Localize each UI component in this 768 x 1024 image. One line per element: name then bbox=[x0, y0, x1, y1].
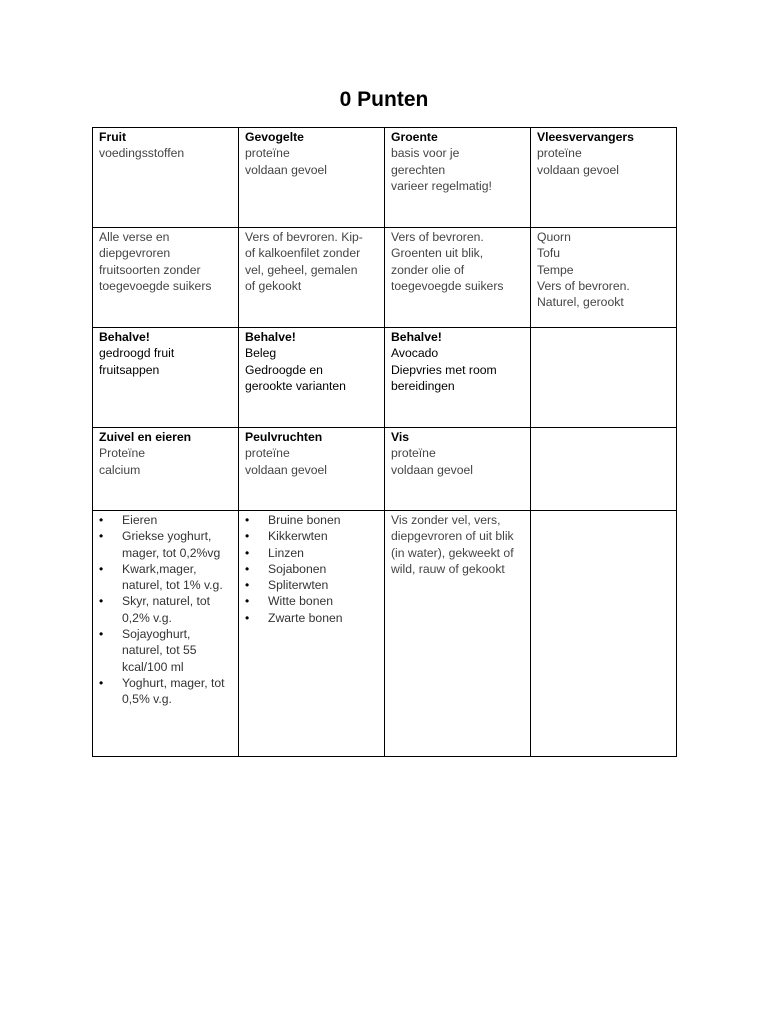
cell-heading: Vleesvervangers bbox=[537, 130, 634, 144]
cell-peulvruchten-list bbox=[239, 511, 385, 757]
table-row bbox=[93, 328, 677, 428]
cell-line: fruitsoorten zonder bbox=[99, 262, 201, 277]
cell-line: Vers of bevroren. bbox=[391, 230, 484, 244]
cell-line: Diepvries met room bbox=[391, 362, 497, 377]
cell-fruit-exceptions bbox=[93, 328, 239, 428]
cell-line: Alle verse en bbox=[99, 230, 170, 244]
cell-line: varieer regelmatig! bbox=[391, 178, 492, 193]
cell-heading: Groente bbox=[391, 130, 438, 144]
table-row bbox=[93, 128, 677, 228]
list-item: • Bruine bonen bbox=[268, 512, 378, 528]
cell-zuivel-header bbox=[93, 428, 239, 511]
cell-line: Tempe bbox=[537, 262, 574, 277]
list-item: • Spliterwten bbox=[268, 577, 378, 593]
zuivel-bullet-list bbox=[99, 512, 232, 708]
cell-line: gedroogd fruit bbox=[99, 346, 175, 361]
cell-heading: Behalve! bbox=[99, 330, 150, 344]
cell-groente-description bbox=[385, 228, 531, 328]
cell-line: diepgevroren of uit blik bbox=[391, 529, 514, 544]
cell-vis-header bbox=[385, 428, 531, 511]
cell-line: toegevoegde suikers bbox=[99, 278, 212, 293]
table-row bbox=[93, 228, 677, 328]
cell-line: Tofu bbox=[537, 246, 561, 261]
cell-line: voldaan gevoel bbox=[537, 162, 619, 177]
cell-vis-description bbox=[385, 511, 531, 757]
cell-heading: Fruit bbox=[99, 130, 127, 144]
cell-line: Gedroogde en bbox=[245, 362, 323, 377]
list-item: • Yoghurt, mager, tot 0,5% v.g. bbox=[122, 675, 232, 708]
cell-line: Beleg bbox=[245, 346, 277, 361]
cell-line: Groenten uit blik, bbox=[391, 246, 484, 261]
cell-zuivel-list bbox=[93, 511, 239, 757]
cell-line: basis voor je bbox=[391, 146, 460, 161]
table-row bbox=[93, 428, 677, 511]
list-item: • Kwark,mager, naturel, tot 1% v.g. bbox=[122, 561, 232, 594]
cell-groente-header bbox=[385, 128, 531, 228]
list-item: • Eieren bbox=[122, 512, 232, 528]
list-item: • Skyr, naturel, tot 0,2% v.g. bbox=[122, 593, 232, 626]
table-row bbox=[93, 511, 677, 757]
cell-line: (in water), gekweekt of bbox=[391, 545, 514, 560]
cell-line: of kalkoenfilet zonder bbox=[245, 246, 361, 261]
cell-line: wild, rauw of gekookt bbox=[391, 561, 505, 576]
cell-line: Vers of bevroren. bbox=[537, 278, 630, 293]
list-item: • Zwarte bonen bbox=[268, 610, 378, 626]
cell-heading: Gevogelte bbox=[245, 130, 304, 144]
cell-line: fruitsappen bbox=[99, 362, 160, 377]
list-item: • Witte bonen bbox=[268, 593, 378, 609]
cell-gevogelte-description bbox=[239, 228, 385, 328]
peulvruchten-bullet-list bbox=[245, 512, 378, 626]
cell-empty bbox=[531, 511, 677, 757]
page-title: 0 Punten bbox=[339, 88, 429, 111]
list-item: • Linzen bbox=[268, 545, 378, 561]
cell-line: vel, geheel, gemalen bbox=[245, 262, 358, 277]
cell-line: voedingsstoffen bbox=[99, 146, 185, 161]
cell-line: proteïne bbox=[391, 446, 436, 461]
list-item: • Sojabonen bbox=[268, 561, 378, 577]
list-item: • Griekse yoghurt, mager, tot 0,2%vg bbox=[122, 528, 232, 561]
cell-heading: Vis bbox=[391, 430, 410, 444]
cell-groente-exceptions bbox=[385, 328, 531, 428]
list-item: • Sojayoghurt, naturel, tot 55 kcal/100 ml bbox=[122, 626, 232, 675]
cell-line: diepgevroren bbox=[99, 246, 171, 261]
cell-gevogelte-header bbox=[239, 128, 385, 228]
cell-vleesvervangers-header bbox=[531, 128, 677, 228]
cell-empty bbox=[531, 428, 677, 511]
cell-fruit-description bbox=[93, 228, 239, 328]
cell-line: voldaan gevoel bbox=[391, 462, 473, 477]
cell-line: Vis zonder vel, vers, bbox=[391, 513, 501, 527]
cell-line: toegevoegde suikers bbox=[391, 278, 504, 293]
cell-heading: Peulvruchten bbox=[245, 430, 323, 444]
cell-line: bereidingen bbox=[391, 378, 455, 393]
cell-line: of gekookt bbox=[245, 278, 302, 293]
cell-heading: Behalve! bbox=[391, 330, 442, 344]
cell-line: proteïne bbox=[537, 146, 582, 161]
cell-gevogelte-exceptions bbox=[239, 328, 385, 428]
cell-empty bbox=[531, 328, 677, 428]
cell-heading: Behalve! bbox=[245, 330, 296, 344]
cell-vleesvervangers-description bbox=[531, 228, 677, 328]
cell-line: Naturel, gerookt bbox=[537, 295, 624, 310]
cell-line: Avocado bbox=[391, 346, 439, 361]
cell-line: proteïne bbox=[245, 446, 290, 461]
cell-fruit-header bbox=[93, 128, 239, 228]
cell-line: zonder olie of bbox=[391, 262, 465, 277]
cell-line: gerechten bbox=[391, 162, 446, 177]
cell-line: Quorn bbox=[537, 230, 571, 244]
cell-line: calcium bbox=[99, 462, 141, 477]
list-item: • Kikkerwten bbox=[268, 528, 378, 544]
cell-line: proteïne bbox=[245, 146, 290, 161]
cell-line: gerookte varianten bbox=[245, 378, 346, 393]
cell-heading: Zuivel en eieren bbox=[99, 430, 192, 444]
cell-line: voldaan gevoel bbox=[245, 162, 327, 177]
food-points-table bbox=[92, 127, 677, 757]
cell-line: Vers of bevroren. Kip- bbox=[245, 230, 363, 244]
cell-line: voldaan gevoel bbox=[245, 462, 327, 477]
cell-peulvruchten-header bbox=[239, 428, 385, 511]
cell-line: Proteïne bbox=[99, 446, 146, 461]
